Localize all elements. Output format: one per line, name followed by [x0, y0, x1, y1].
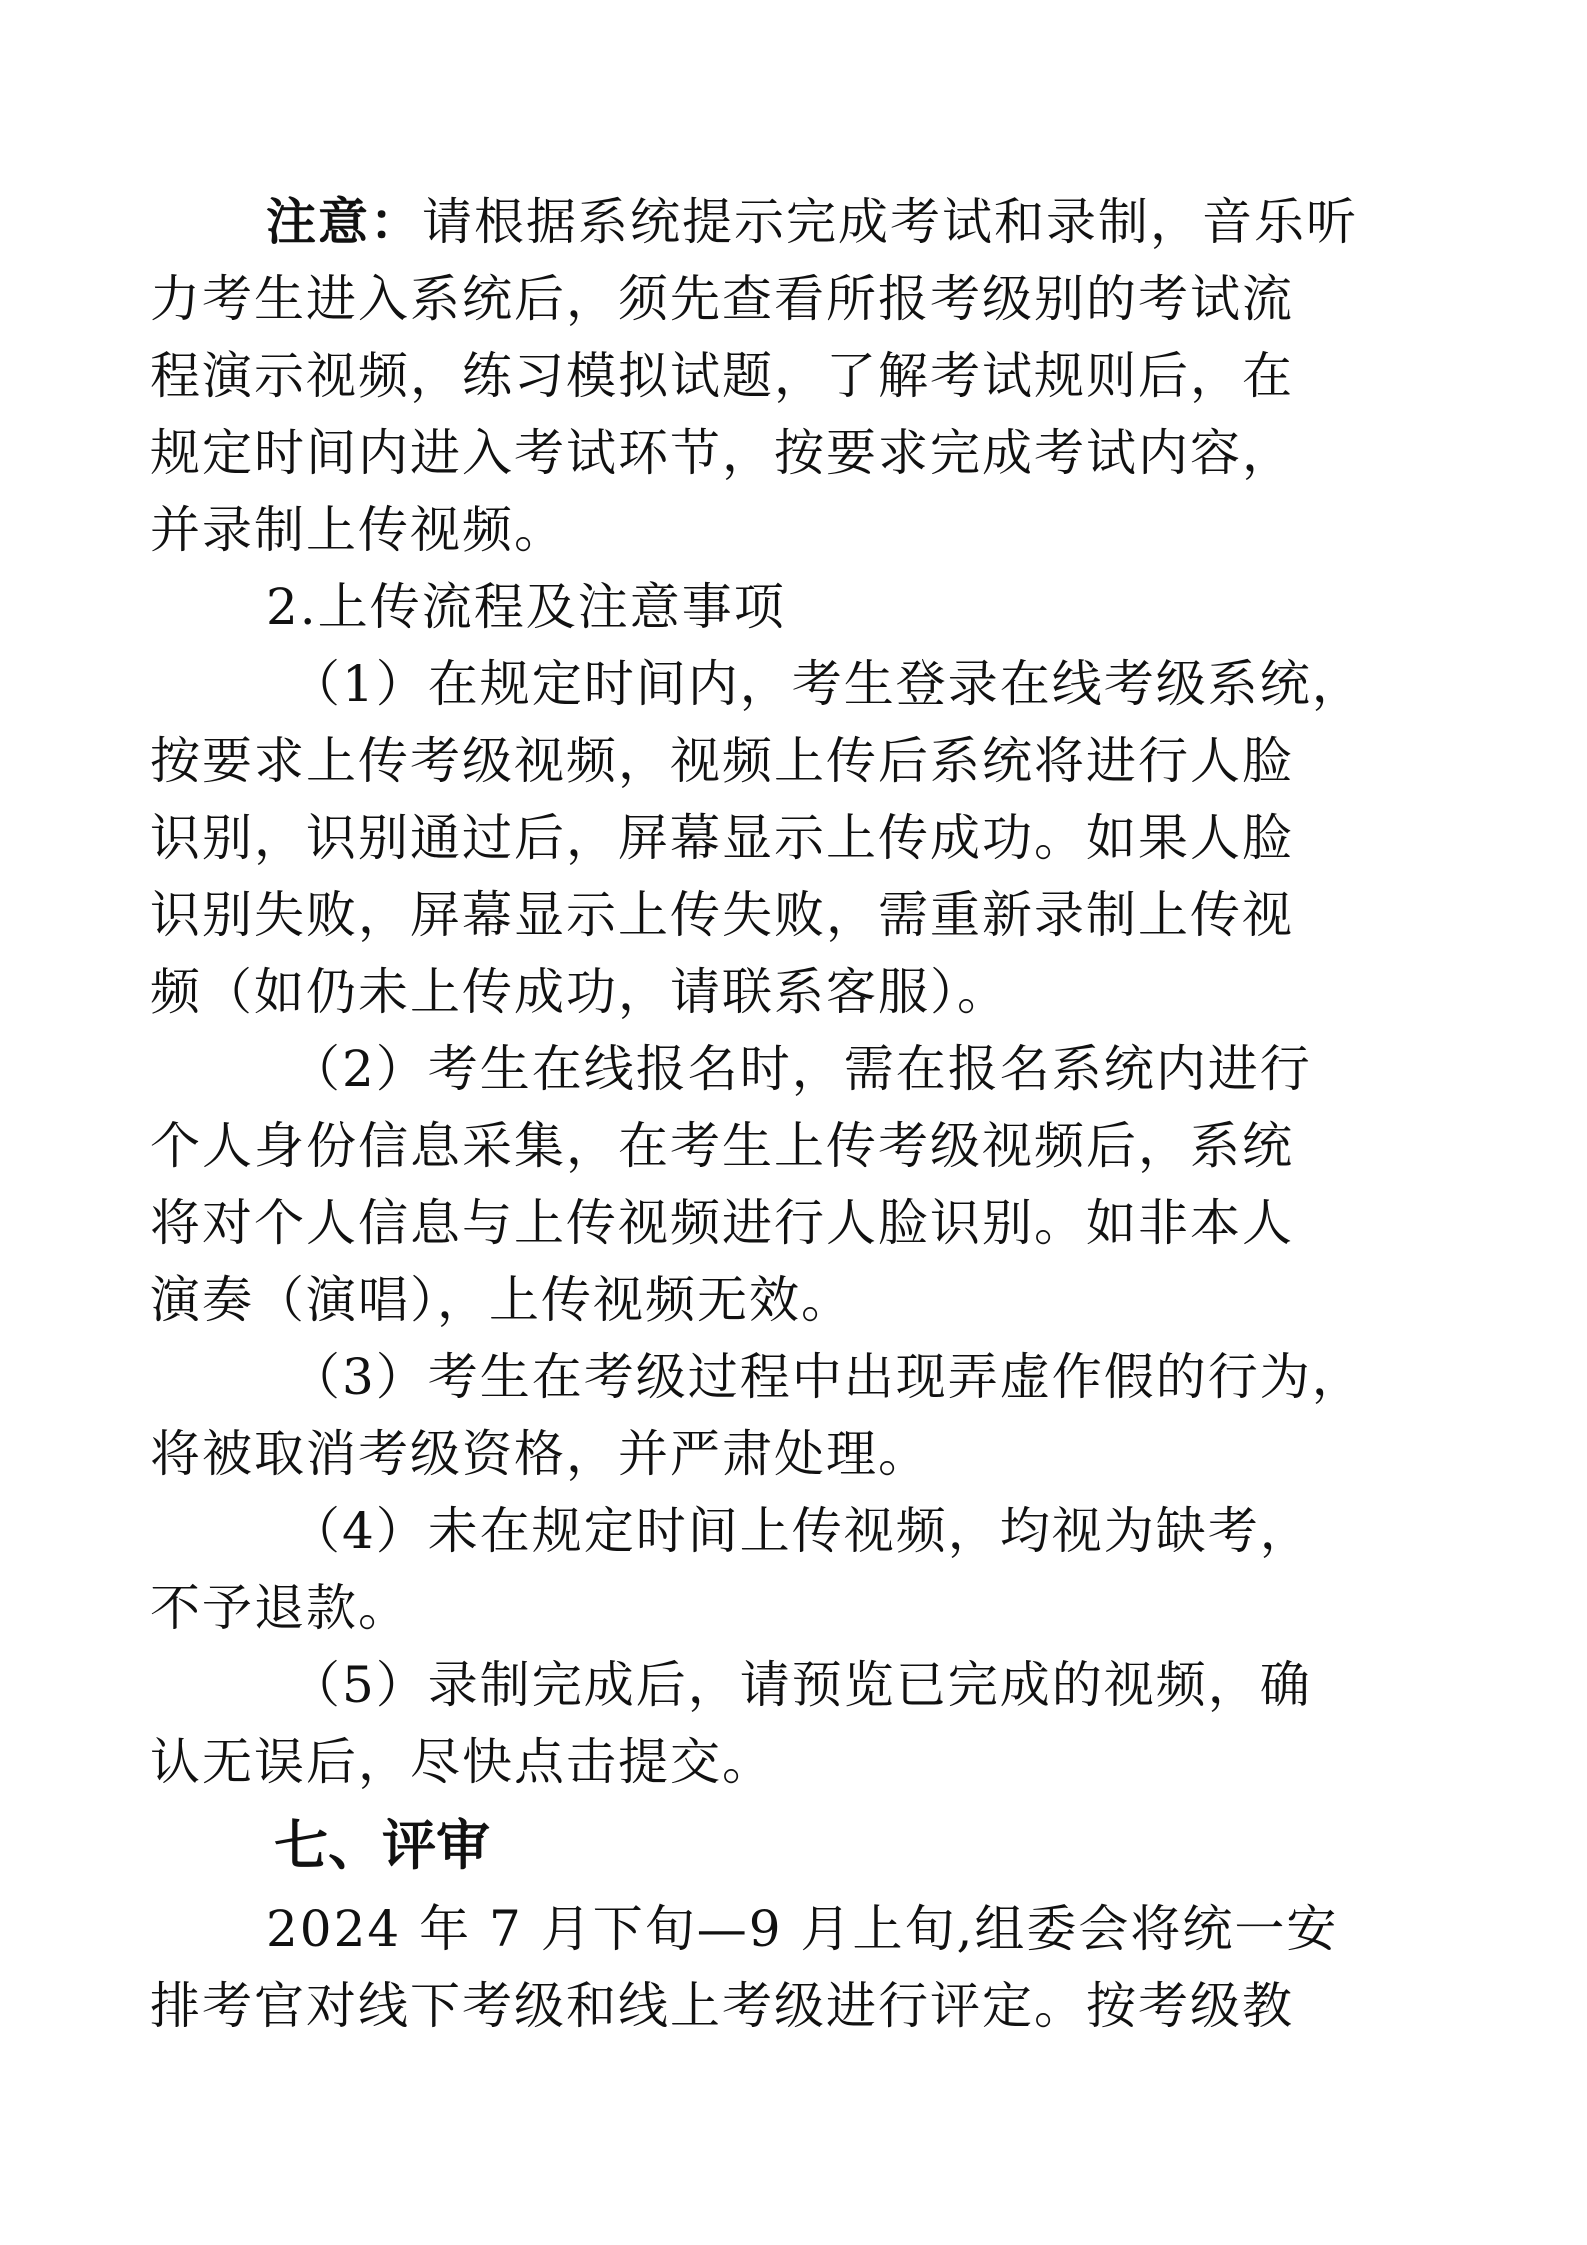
item-3-line-2: 将被取消考级资格，并严肃处理。	[150, 1425, 930, 1483]
notice-text-1: 请根据系统提示完成考试和录制，音乐听	[422, 193, 1358, 251]
section-7-heading: 七、评审	[274, 1814, 490, 1877]
item-1-line-1: （1）在规定时间内，考生登录在线考级系统，	[290, 655, 1364, 713]
item-3-line-1: （3）考生在考级过程中出现弄虚作假的行为，	[290, 1348, 1364, 1406]
notice-line-2: 力考生进入系统后，须先查看所报考级别的考试流	[150, 270, 1294, 328]
item-5-line-1: （5）录制完成后，请预览已完成的视频，确	[290, 1656, 1312, 1714]
item-1-line-4: 识别失败，屏幕显示上传失败，需重新录制上传视	[150, 886, 1294, 944]
item-2-line-1: （2）考生在线报名时，需在报名系统内进行	[290, 1040, 1312, 1098]
item-1-line-2: 按要求上传考级视频，视频上传后系统将进行人脸	[150, 732, 1294, 790]
item-2-line-2: 个人身份信息采集，在考生上传考级视频后，系统	[150, 1117, 1294, 1175]
item-4-line-2: 不予退款。	[150, 1579, 410, 1637]
section-7-line-1: 2024 年 7 月下旬—9 月上旬,组委会将统一安	[266, 1900, 1339, 1958]
item-2-line-3: 将对个人信息与上传视频进行人脸识别。如非本人	[150, 1194, 1294, 1252]
section-7-line-2: 排考官对线下考级和线上考级进行评定。按考级教	[150, 1977, 1294, 2035]
item-5-line-2: 认无误后，尽快点击提交。	[150, 1733, 774, 1791]
item-4-line-1: （4）未在规定时间上传视频，均视为缺考，	[290, 1502, 1312, 1560]
notice-line-1	[150, 184, 1437, 261]
section-2-title: 2.上传流程及注意事项	[266, 578, 786, 636]
notice-line-3: 程演示视频，练习模拟试题，了解考试规则后，在	[150, 347, 1294, 405]
item-1-line-5: 频（如仍未上传成功，请联系客服）。	[150, 963, 1009, 1021]
notice-line-4: 规定时间内进入考试环节，按要求完成考试内容，	[150, 424, 1294, 482]
notice-label: 注意：	[266, 193, 422, 251]
item-1-line-3: 识别，识别通过后，屏幕显示上传成功。如果人脸	[150, 809, 1294, 867]
item-2-line-4: 演奏（演唱），上传视频无效。	[150, 1271, 853, 1329]
document-page	[150, 184, 1437, 2045]
notice-line-5: 并录制上传视频。	[150, 501, 566, 559]
